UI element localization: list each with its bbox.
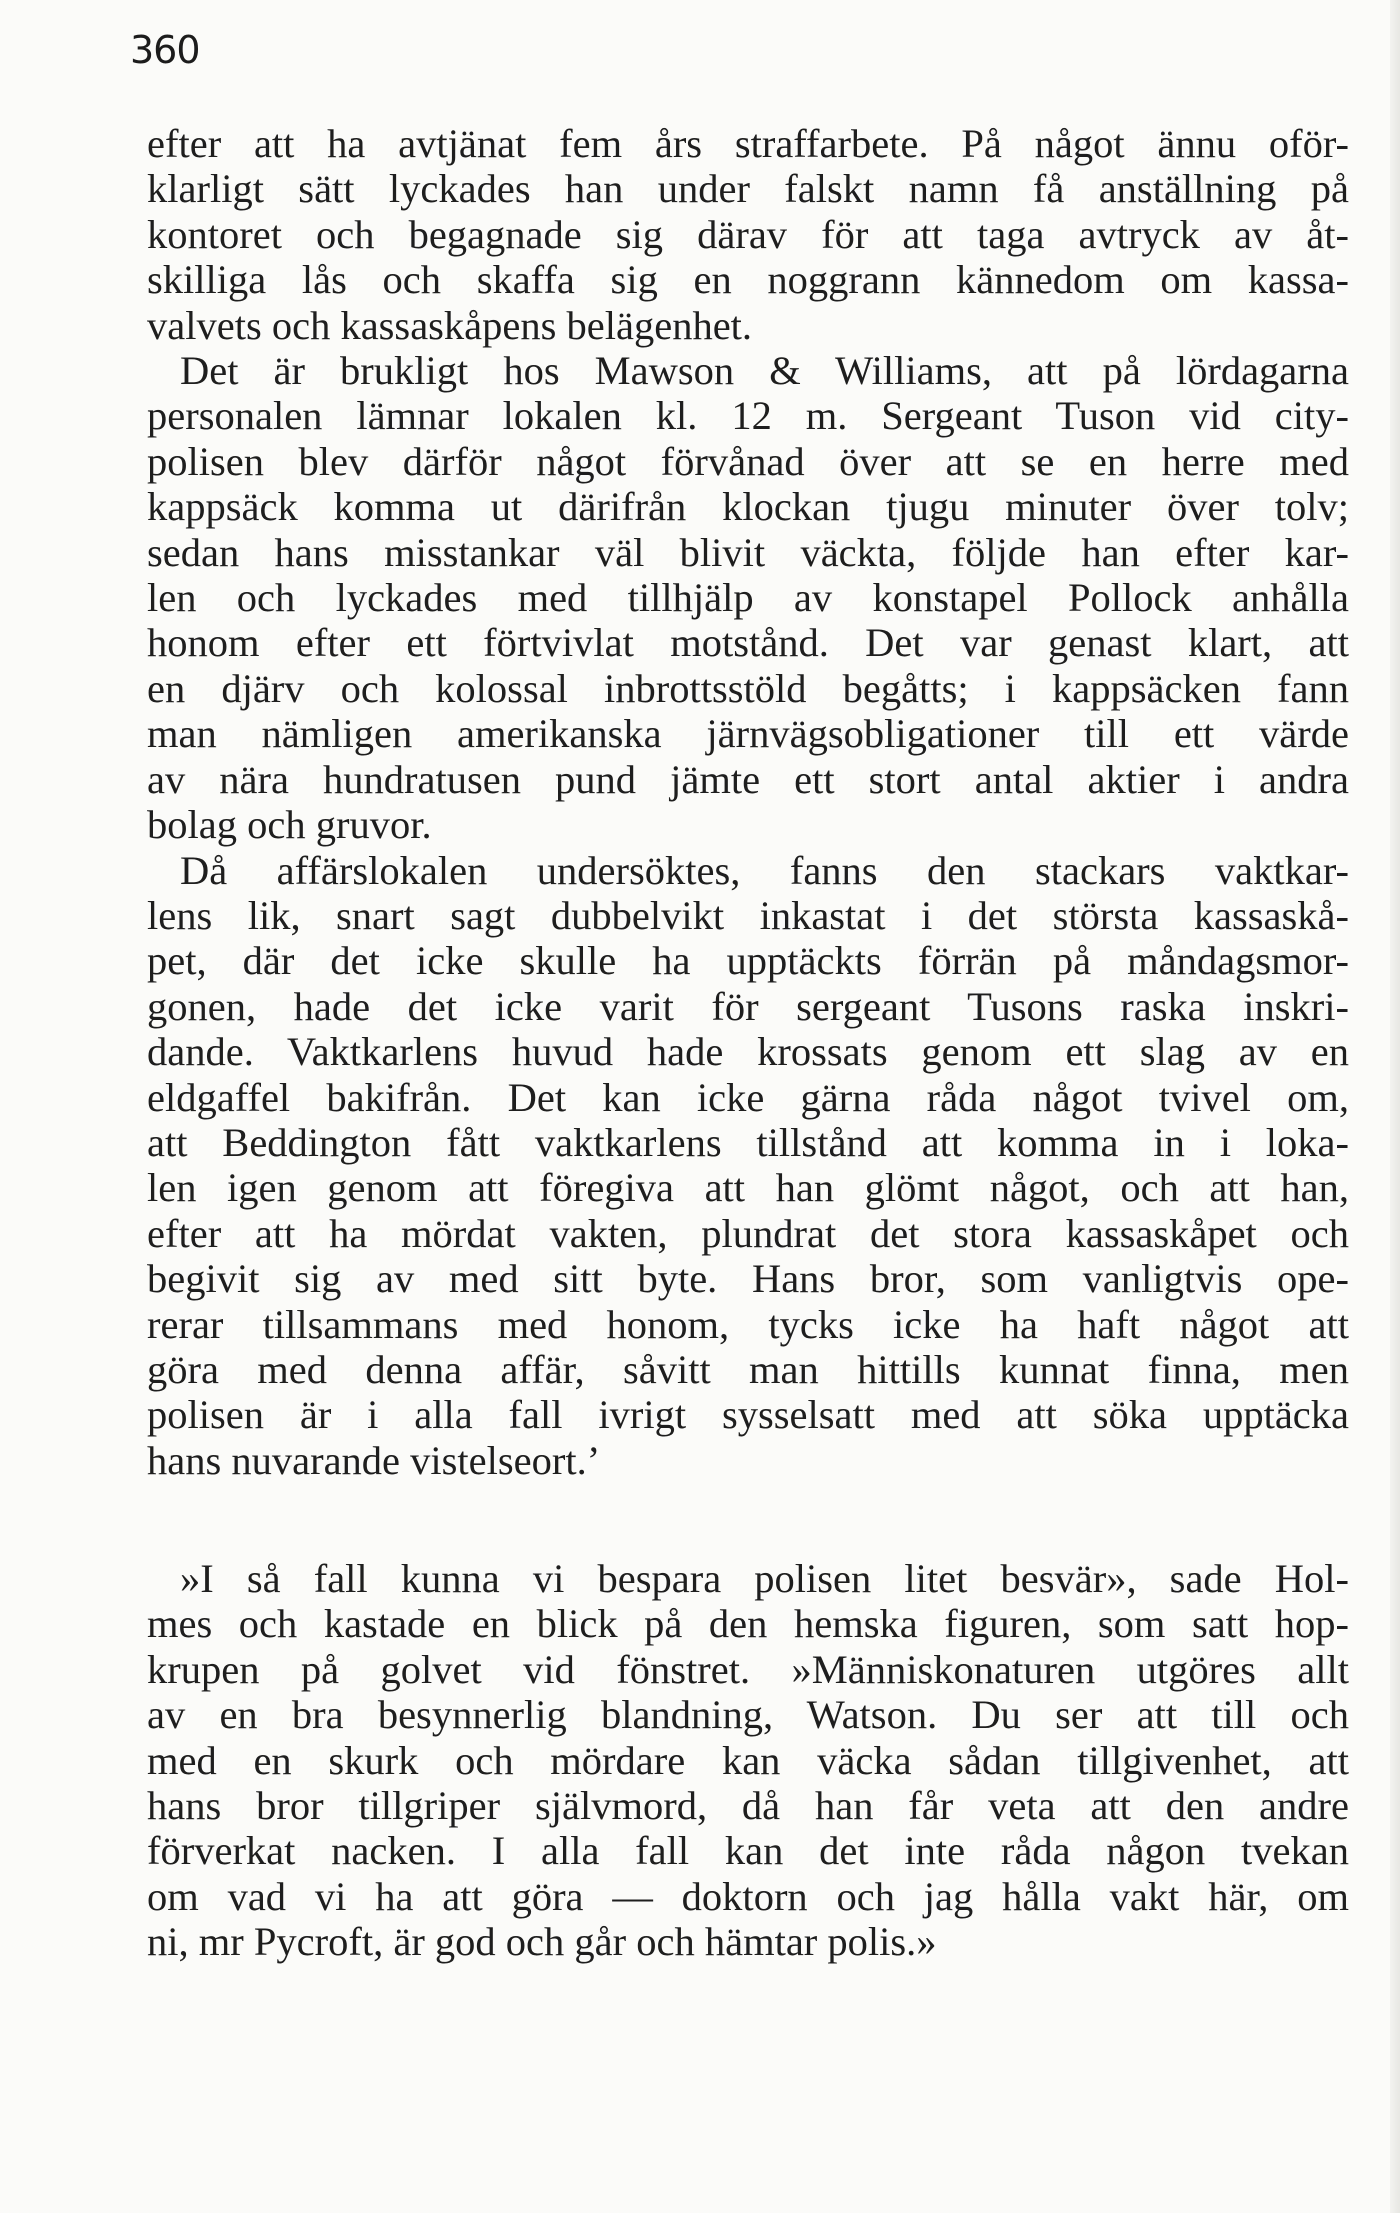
dialogue-text: [147, 1556, 1349, 1965]
text-line: göra med denna affär, såvitt man hittills kunnat finna, men: [147, 1346, 1349, 1392]
paragraph: [147, 121, 1349, 348]
text-line: hans bror tillgriper självmord, då han får veta att den andre: [147, 1783, 1349, 1829]
text-line: personalen lämnar lokalen kl. 12 m. Sergeant Tuson vid city-: [147, 393, 1349, 439]
text-line: om vad vi ha att göra — doktorn och jag hålla vakt här, om: [147, 1873, 1349, 1919]
paragraph: [147, 1556, 1349, 1965]
text-line: kontoret och begagnade sig därav för att taga avtryck av åt-: [147, 211, 1349, 257]
text-line: gonen, hade det icke varit för sergeant Tusons raska inskri-: [147, 983, 1349, 1029]
text-line: polisen är i alla fall ivrigt sysselsatt med att söka upptäcka: [147, 1392, 1349, 1438]
text-line: len igen genom att föregiva att han glömt något, och att han,: [147, 1165, 1349, 1211]
text-line: med en skurk och mördare kan väcka sådan tillgivenhet, att: [147, 1737, 1349, 1783]
text-line: rerar tillsammans med honom, tycks icke ha haft något att: [147, 1301, 1349, 1347]
text-line: honom efter ett förtvivlat motstånd. Det var genast klart, att: [147, 620, 1349, 666]
text-line: polisen blev därför något förvånad över att se en herre med: [147, 438, 1349, 484]
text-line: Då affärslokalen undersöktes, fanns den stackars vaktkar-: [180, 847, 1349, 893]
text-line: mes och kastade en blick på den hemska figuren, som satt hop-: [147, 1601, 1349, 1647]
text-line: av nära hundratusen pund jämte ett stort antal aktier i andra: [147, 756, 1349, 802]
text-line: sedan hans misstankar väl blivit väckta, följde han efter kar-: [147, 529, 1349, 575]
text-line: »I så fall kunna vi bespara polisen litet besvär», sade Hol-: [180, 1556, 1349, 1601]
text-line: pet, där det icke skulle ha upptäckts förrän på måndagsmor-: [147, 938, 1349, 984]
text-line: efter att ha avtjänat fem års straffarbete. På något ännu oför-: [147, 121, 1349, 166]
text-line: dande. Vaktkarlens huvud hade krossats genom ett slag av en: [147, 1029, 1349, 1075]
text-line: klarligt sätt lyckades han under falskt namn få anställning på: [147, 166, 1349, 212]
text-line: ni, mr Pycroft, är god och går och hämtar polis.»: [147, 1919, 937, 1965]
text-line: krupen på golvet vid fönstret. »Människonaturen utgöres allt: [147, 1646, 1349, 1692]
text-line: eldgaffel bakifrån. Det kan icke gärna råda något tvivel om,: [147, 1074, 1349, 1120]
page-edge-shadow: [1390, 0, 1400, 2213]
text-line: valvets och kassaskåpens belägenhet.: [147, 302, 753, 348]
text-line: förverkat nacken. I alla fall kan det inte råda någon tvekan: [147, 1828, 1349, 1874]
text-line: hans nuvarande vistelseort.’: [147, 1437, 601, 1483]
text-line: len och lyckades med tillhjälp av konstapel Pollock anhålla: [147, 575, 1349, 621]
main-text: [147, 121, 1349, 1483]
paragraph: [147, 848, 1349, 1484]
text-line: man nämligen amerikanska järnvägsobligationer till ett värde: [147, 711, 1349, 757]
text-line: begivit sig av med sitt byte. Hans bror, som vanligtvis ope-: [147, 1256, 1349, 1302]
page-number: 360: [130, 28, 200, 72]
text-line: skilliga lås och skaffa sig en noggrann kännedom om kassa-: [147, 257, 1349, 303]
text-line: av en bra besynnerlig blandning, Watson. Du ser att till och: [147, 1692, 1349, 1738]
text-line: att Beddington fått vaktkarlens tillstånd att komma in i loka-: [147, 1119, 1349, 1165]
text-line: en djärv och kolossal inbrottsstöld begåtts; i kappsäcken fann: [147, 665, 1349, 711]
text-line: lens lik, snart sagt dubbelvikt inkastat i det största kassaskå-: [147, 892, 1349, 938]
paragraph: [147, 348, 1349, 847]
text-line: efter att ha mördat vakten, plundrat det stora kassaskåpet och: [147, 1210, 1349, 1256]
text-line: bolag och gruvor.: [147, 802, 432, 848]
text-line: kappsäck komma ut därifrån klockan tjugu minuter över tolv;: [147, 484, 1349, 530]
text-line: Det är brukligt hos Mawson & Williams, att på lördagarna: [180, 348, 1349, 394]
